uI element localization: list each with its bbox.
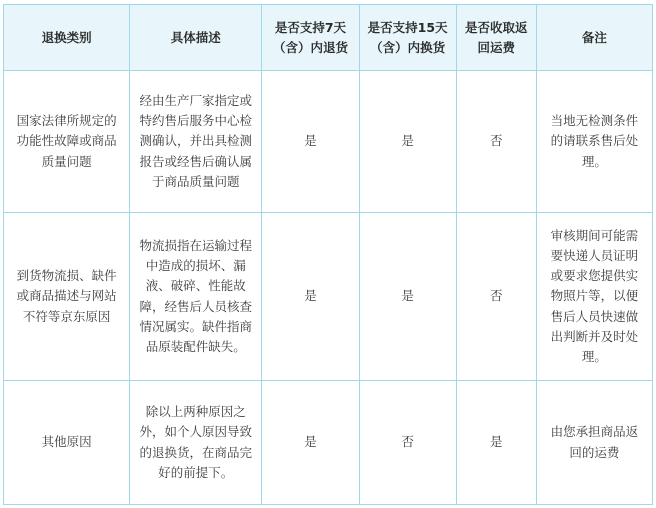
header-charge-fee: 是否收取返回运费 — [456, 5, 536, 71]
cell-charge-fee: 否 — [456, 71, 536, 213]
table-row — [4, 71, 653, 213]
table-row — [4, 381, 653, 505]
cell-remark: 当地无检测条件的请联系售后处理。 — [536, 71, 652, 213]
header-exchange-15day: 是否支持15天（含）内换货 — [359, 5, 456, 71]
cell-remark: 由您承担商品返回的运费 — [536, 381, 652, 505]
cell-return-7day: 是 — [262, 213, 359, 381]
cell-description: 除以上两种原因之外，如个人原因导致的退换货，在商品完好的前提下。 — [130, 381, 262, 505]
cell-exchange-15day: 否 — [359, 381, 456, 505]
cell-charge-fee: 否 — [456, 213, 536, 381]
cell-remark: 审核期间可能需要快递人员证明或要求您提供实物照片等，以便售后人员快速做出判断并及时处理。 — [536, 213, 652, 381]
cell-category: 到货物流损、缺件或商品描述与网站不符等京东原因 — [4, 213, 130, 381]
cell-charge-fee: 是 — [456, 381, 536, 505]
table-header-row — [4, 5, 653, 71]
return-policy-table — [3, 4, 653, 505]
cell-exchange-15day: 是 — [359, 213, 456, 381]
table-header — [4, 5, 653, 71]
header-category: 退换类别 — [4, 5, 130, 71]
cell-category: 国家法律所规定的功能性故障或商品质量问题 — [4, 71, 130, 213]
table-row — [4, 213, 653, 381]
cell-description: 经由生产厂家指定或特约售后服务中心检测确认，并出具检测报告或经售后确认属于商品质量问题 — [130, 71, 262, 213]
cell-description: 物流损指在运输过程中造成的损坏、漏液、破碎、性能故障，经售后人员核查情况属实。缺件指商品原装配件缺失。 — [130, 213, 262, 381]
cell-return-7day: 是 — [262, 71, 359, 213]
header-return-7day: 是否支持7天（含）内退货 — [262, 5, 359, 71]
header-remark: 备注 — [536, 5, 652, 71]
cell-category: 其他原因 — [4, 381, 130, 505]
cell-exchange-15day: 是 — [359, 71, 456, 213]
table-body — [4, 71, 653, 505]
cell-return-7day: 是 — [262, 381, 359, 505]
header-description: 具体描述 — [130, 5, 262, 71]
